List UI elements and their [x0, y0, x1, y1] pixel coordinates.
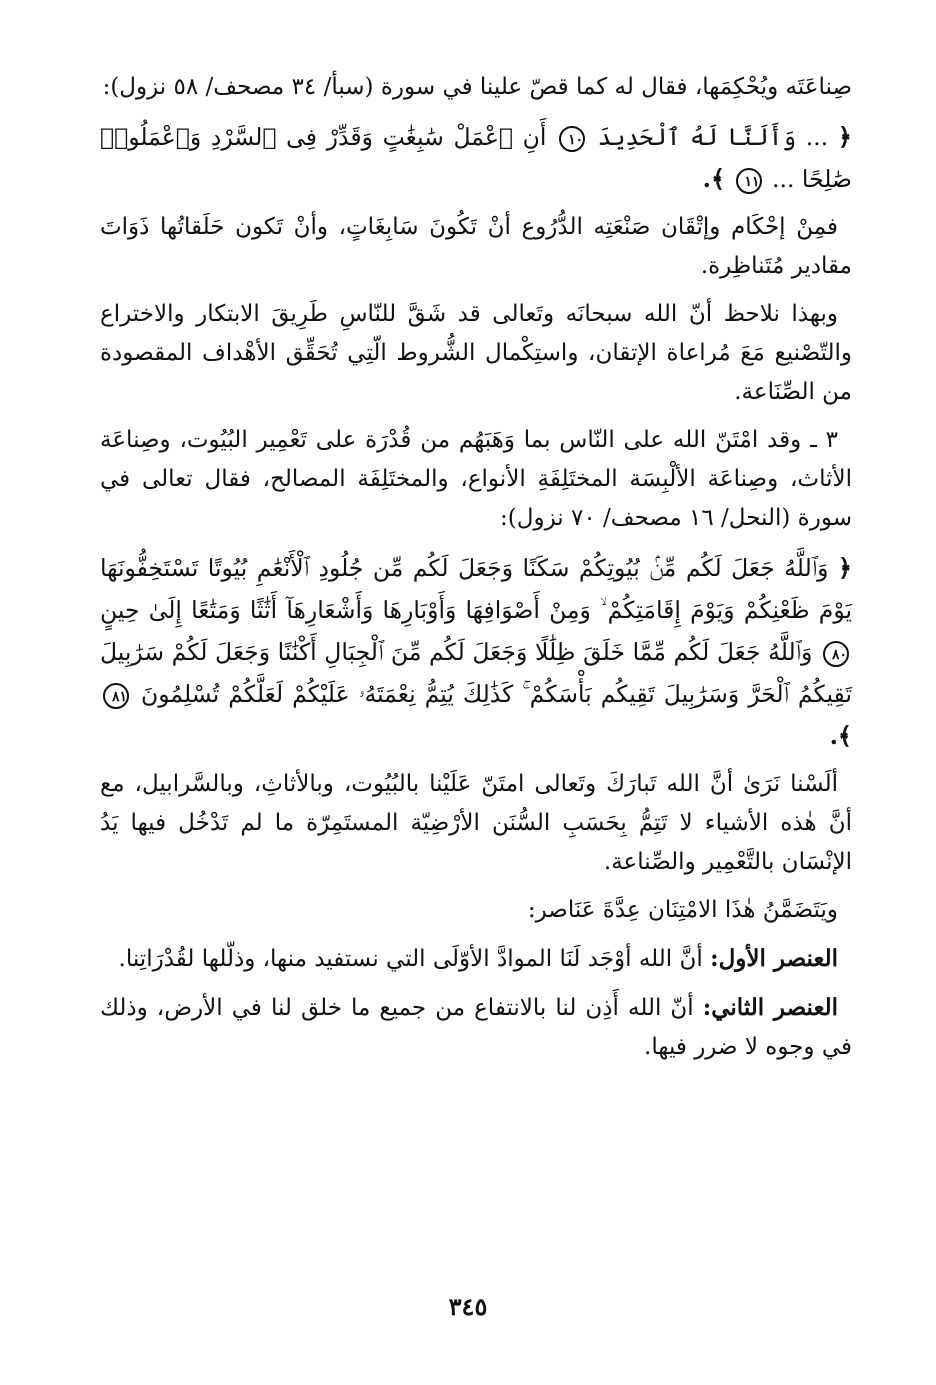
ayah-number-icon: ١٠	[559, 126, 585, 152]
paragraph-element-1	[100, 939, 852, 979]
element-1-term: العنصر الأول:	[710, 945, 838, 972]
paragraph-point-3: ٣ ـ وقد امْتَنّ الله على النّاس بما وَهَبَهُم من قُدْرَة على تَعْمِير البُيُوت، وصِناعَة الأثاث، وصِناعَة الألْبِسَة المختَلِفَةِ الأنواع، والمختَلِفَة المصالح، فقال تعالى في سورة (النحل/ ١٦ مصحف/ ٧٠ نزول):	[100, 427, 852, 531]
quran-verse-text: ... وَأَلَنَّا لَهُ ٱلْحَدِيدَ	[597, 123, 829, 151]
quran-verse-saba	[100, 116, 852, 200]
quran-open-bracket: ﴿	[837, 122, 852, 151]
paragraph-innovation: وبهذا نلاحظ أنّ الله سبحانَه وتَعالى قد شَقَّ للنّاسِ طَرِيقَ الابتكار والاختراع والتّصْنيع مَعَ مُراعاة الإتقان، واستِكْمال الشُّروط الّتِي تُحَقِّق الأهْداف المقصودة من الصِّنَاعة.	[100, 301, 852, 405]
ayah-number-icon: ١١	[736, 168, 762, 194]
element-2-term: العنصر الثاني:	[702, 994, 838, 1021]
quran-verse-text: وَٱللَّهُ جَعَلَ لَكُم مِّمَّا خَلَقَ ظِلَٰلًا وَجَعَلَ لَكُم مِّنَ ٱلْجِبَالِ أَكْنَٰنًا وَجَعَلَ لَكُمْ سَرَٰبِيلَ تَقِيكُمُ ٱلْحَرَّ وَسَرَٰبِيلَ تَقِيكُم بَأْسَكُمْ ۚ كَذَٰلِكَ يُتِمُّ نِعْمَتَهُۥ عَلَيْكُمْ لَعَلَّكُمْ تُسْلِمُونَ	[100, 638, 852, 708]
quran-close-bracket: ﴾.	[829, 721, 852, 750]
paragraph-intro: صِناعَتَه ويُحْكِمَها، فقال له كما قصّ علينا في سورة (سبأ/ ٣٤ مصحف/ ٥٨ نزول):	[102, 74, 852, 100]
quran-verse-nahl	[100, 547, 852, 757]
paragraph-armor: فمِنْ إحْكَام وإتْقَان صَنْعَتِه الدُّرُوع أنْ تَكُونَ سَابِغَاتٍ، وأنْ تَكون حَلَقاتُها ذَوَاتَ مقادير مُتَناظِرة.	[100, 214, 852, 279]
element-1-text: أنَّ الله أوْجَد لَنَا الموادَّ الأوّلَى التي نستفيد منها، وذلّلها لقُدْرَاتِنا.	[118, 946, 711, 972]
quran-open-bracket: ﴿	[837, 553, 852, 582]
paragraph-reflection: ألَسْنا نَرَىٰ أنَّ الله تَبارَكَ وتَعالى امتَنّ عَلَيْنا بالبُيُوت، وبالأثاثِ، وبالسَّرابيل، مع أنَّ هٰذه الأشياء لا تَتِمُّ بِحَسَبِ السُّنَن الأرْضِيّة المستَمِرّة ما لم تَدْخُل فيها يَدُ الإنْسَان بالتَّعْمِير والصِّناعة.	[100, 771, 852, 875]
paragraph-elements-intro: ويَتَضَمَّنُ هٰذَا الامْتِنَان عِدَّةَ عَنَاصر:	[527, 897, 838, 923]
paragraph-element-2	[100, 988, 852, 1067]
ayah-number-icon: ٨٠	[823, 641, 849, 667]
ayah-number-icon: ٨١	[103, 683, 129, 709]
quran-verse-text: وَٱللَّهُ جَعَلَ لَكُم مِّنۢ بُيُوتِكُمْ سَكَنًا وَجَعَلَ لَكُم مِّن جُلُودِ ٱلْأَنْعَٰمِ بُيُوتًا تَسْتَخِفُّونَهَا يَوْمَ ظَعْنِكُمْ وَيَوْمَ إِقَامَتِكُمْ ۙ وَمِنْ أَصْوَافِهَا وَأَوْبَارِهَا وَأَشْعَارِهَآ أَثَٰثًا وَمَتَٰعًا إِلَىٰ حِينٍ	[100, 554, 852, 624]
element-2-text: أنّ الله أَذِن لنا بالانتفاع من جميع ما خلق لنا في الأرض، وذلك في وجوه لا ضرر فيها.	[100, 995, 852, 1060]
quran-verse-text: أَنِ ٱعْمَلْ سَٰبِغَٰتٍ وَقَدِّرْ فِى ٱلسَّرْدِ وَٱعْمَلُوا۟ صَٰلِحًا ...	[100, 123, 852, 193]
quran-close-bracket: ﴾.	[702, 164, 726, 193]
page-number: ٣٤٥	[448, 1292, 488, 1321]
page-body	[100, 68, 852, 1076]
